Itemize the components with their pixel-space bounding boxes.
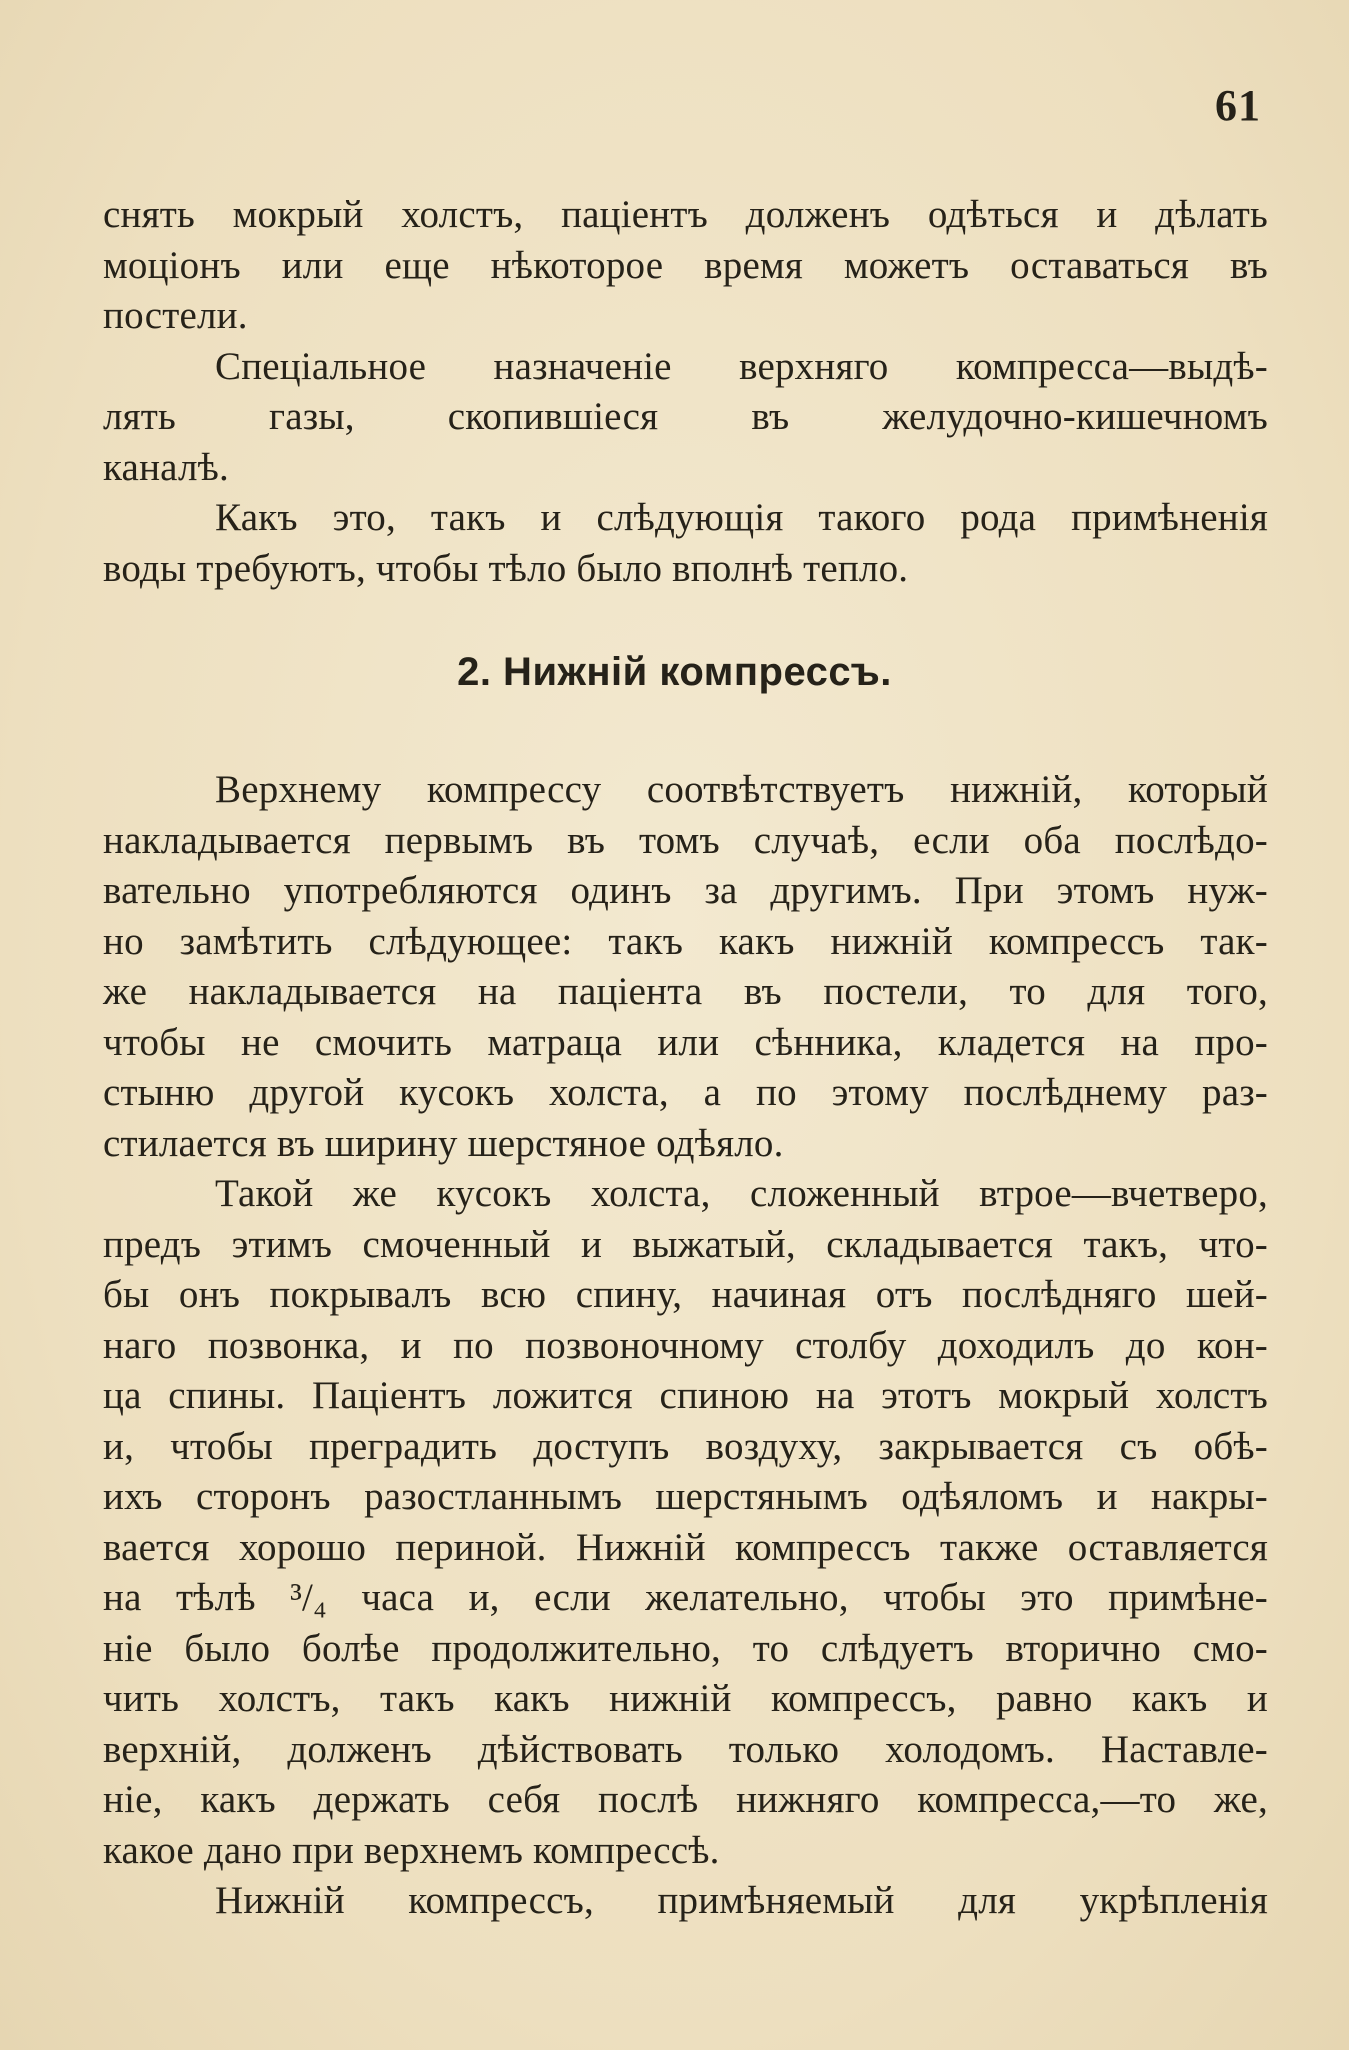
text-line: Верхнему компрессу соотвѣтствуетъ нижній, который <box>215 768 1268 811</box>
page-number: 61 <box>1215 81 1261 130</box>
text-line: верхній, долженъ дѣйствовать только холодомъ. Наставле- <box>103 1727 1268 1771</box>
text-line: но замѣтить слѣдующее: такъ какъ нижній компрессъ так- <box>103 919 1268 963</box>
text-line: какое дано при верхнемъ компрессѣ. <box>103 1828 720 1872</box>
text-line: предъ этимъ смоченный и выжатый, складывается такъ, что- <box>103 1222 1268 1266</box>
text-line: Спеціальное назначеніе верхняго компресса—выдѣ- <box>215 344 1268 388</box>
text-line: на тѣлѣ ³/₄ часа и, если желательно, чтобы это примѣне- <box>103 1576 1268 1619</box>
text-line: ніе, какъ держать себя послѣ нижняго компресса,—то же, <box>103 1778 1268 1821</box>
text-line: постели. <box>103 294 248 337</box>
text-line: Какъ это, такъ и слѣдующія такого рода примѣненія <box>215 496 1268 539</box>
text-line: стилается въ ширину шерстяное одѣяло. <box>103 1121 784 1165</box>
text-line: моціонъ или еще нѣкоторое время можетъ оставаться въ <box>103 243 1268 287</box>
section-heading: 2. Нижній компрессъ. <box>457 650 892 694</box>
text-line: стыню другой кусокъ холста, а по этому послѣднему раз- <box>103 1071 1268 1114</box>
text-line: снять мокрый холстъ, паціентъ долженъ одѣться и дѣлать <box>103 193 1268 236</box>
text-line: наго позвонка, и по позвоночному столбу доходилъ до кон- <box>103 1323 1268 1367</box>
text-line: вательно употребляются одинъ за другимъ. При этомъ нуж- <box>103 869 1268 912</box>
text-line: Нижній компрессъ, примѣняемый для укрѣпленія <box>215 1879 1268 1922</box>
text-line: лять газы, скопившіеся въ желудочно-кишечномъ <box>103 395 1268 438</box>
text-line: чтобы не смочить матраца или сѣнника, кладется на про- <box>103 1020 1268 1064</box>
text-line: ихъ сторонъ разостланнымъ шерстянымъ одѣяломъ и накры- <box>103 1475 1268 1518</box>
text-line: вается хорошо периной. Нижній компрессъ также оставляется <box>103 1525 1268 1569</box>
text-line: и, чтобы преградить доступъ воздуху, закрывается съ обѣ- <box>103 1424 1268 1468</box>
text-line: чить холстъ, такъ какъ нижній компрессъ, равно какъ и <box>103 1677 1268 1720</box>
text-line: ніе было болѣе продолжительно, то слѣдуетъ вторично смо- <box>103 1626 1268 1670</box>
text-line: воды требуютъ, чтобы тѣло было вполнѣ тепло. <box>103 546 909 590</box>
text-line: ца спины. Паціентъ ложится спиною на этотъ мокрый холстъ <box>103 1374 1268 1417</box>
text-line: каналѣ. <box>103 445 229 489</box>
text-line: накладывается первымъ въ томъ случаѣ, если оба послѣдо- <box>103 818 1268 862</box>
text-block-top <box>103 190 1268 594</box>
text-block-bottom <box>103 765 1268 1927</box>
text-line: Такой же кусокъ холста, сложенный втрое—вчетверо, <box>215 1172 1268 1215</box>
text-line: бы онъ покрывалъ всю спину, начиная отъ послѣдняго шей- <box>103 1273 1268 1316</box>
text-line: же накладывается на паціента въ постели, то для того, <box>103 970 1268 1013</box>
